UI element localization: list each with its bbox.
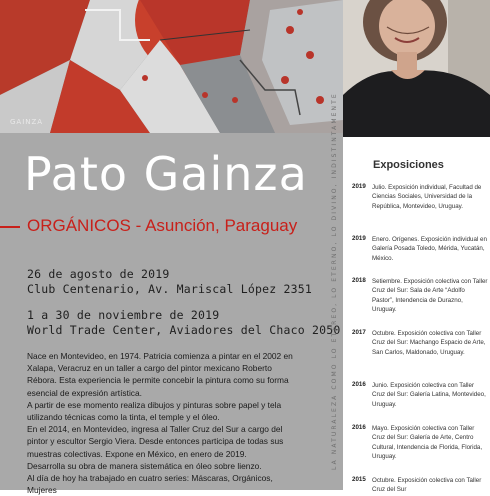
abstract-painting bbox=[0, 0, 343, 133]
exhibition-year: 2016 bbox=[352, 381, 366, 388]
vertical-phrase: LA NATURALEZA COMO LO ETÉREO, LO ETERNO, LO DIVINO, INDISTINTAMENTE bbox=[331, 92, 338, 470]
exhibit-title: ORGÁNICOS - Asunción, Paraguay bbox=[27, 216, 298, 235]
exhibition-text: Setiembre. Exposición colectiva con Taller Cruz del Sur: Sala de Arte “Adolfo Pastor”, Intendencia de Durazno, Uruguay. bbox=[372, 278, 488, 313]
event-date: 26 de agosto de 2019 bbox=[27, 267, 170, 281]
exhibition-year: 2018 bbox=[352, 277, 366, 284]
portrait-illustration bbox=[343, 0, 490, 137]
exhibition-text: Mayo. Exposición colectiva con Taller Cruz del Sur: Galería de Arte, Centro Cultural, Intendencia de Florida, Florida, Uruguay. bbox=[372, 425, 483, 460]
bio-paragraph: Nace en Montevideo, en 1974. Patricia comienza a pintar en el 2002 en Xalapa, Veracruz en un taller a cargo del pintor mexicano Roberto Rébora. Esta experiencia le permite concebir la pintura como su forma esencial de expresión artística. bbox=[27, 351, 293, 398]
exhibition-text: Enero. Orígenes. Exposición individual en Galería Posada Toledo, Mérida, Yucatán, México. bbox=[372, 236, 487, 262]
exhibition-year: 2017 bbox=[352, 329, 366, 336]
event-venue: World Trade Center, Aviadores del Chaco 2050 bbox=[27, 323, 341, 337]
bio-paragraph: Al día de hoy ha trabajado en cuatro series: Máscaras, Orgánicos, Mujeres bbox=[27, 473, 273, 496]
artist-name: Pato Gainza bbox=[24, 147, 308, 201]
exhibition-year: 2019 bbox=[352, 235, 366, 242]
exhibition-text: Julio. Exposición individual, Facultad de Ciencias Sociales, Universidad de la República, Montevideo, Uruguay. bbox=[372, 184, 482, 210]
artist-bio bbox=[27, 350, 302, 496]
artwork-signature: GAINZA bbox=[10, 118, 44, 126]
event-venue: Club Centenario, Av. Mariscal López 2351 bbox=[27, 282, 312, 296]
bio-paragraph: En el 2014, en Montevideo, ingresa al Taller Cruz del Sur a cargo del pintor y escultor Sergio Viera. Desde entonces participa de todas sus muestras colectivas. Expone en México, en enero de 2019. bbox=[27, 424, 284, 459]
exhibition-text: Octubre. Exposición colectiva con Taller Cruz del Sur: Machango Espacio de Arte, San Carlos, Maldonado, Uruguay. bbox=[372, 330, 486, 356]
accent-line bbox=[0, 226, 20, 228]
exhibition-text: Octubre. Exposición colectiva con Taller Cruz del Sur bbox=[372, 477, 482, 494]
artist-photo bbox=[343, 0, 490, 137]
exhibition-year: 2019 bbox=[352, 183, 366, 190]
artwork-image bbox=[0, 0, 343, 133]
info-panel bbox=[0, 133, 343, 496]
bio-paragraph: Desarrolla su obra de manera sistemática en óleo sobre lienzo. bbox=[27, 460, 262, 471]
bio-paragraph: A partir de ese momento realiza dibujos y pinturas sobre papel y tela utilizando técnicas como la tinta, el temple y el óleo. bbox=[27, 399, 282, 423]
exhibition-year: 2016 bbox=[352, 424, 366, 431]
exhibitions-title: Exposiciones bbox=[373, 159, 444, 171]
event-date: 1 a 30 de noviembre de 2019 bbox=[27, 308, 220, 322]
exhibition-text: Junio. Exposición colectiva con Taller Cruz del Sur: Galería Latina, Montevideo, Uruguay. bbox=[372, 382, 486, 408]
exhibition-year: 2015 bbox=[352, 476, 366, 483]
